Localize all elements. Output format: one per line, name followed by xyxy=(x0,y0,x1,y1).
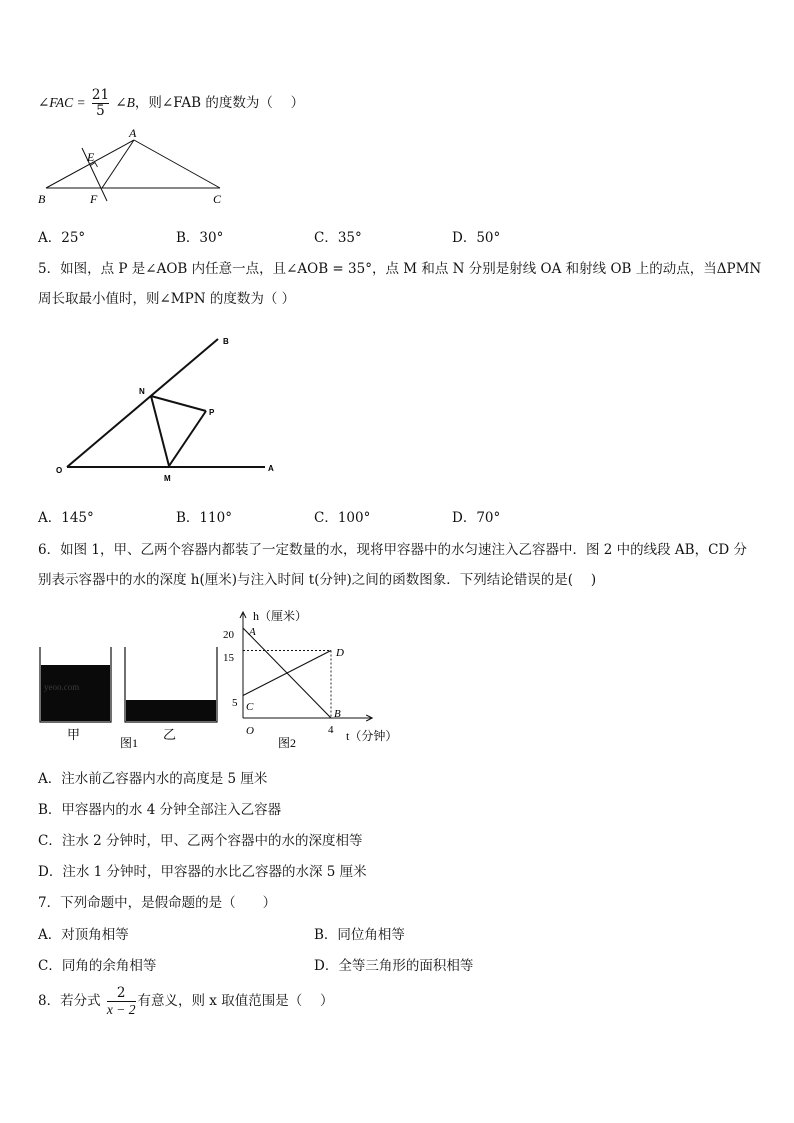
q6-option-d: D．注水 1 分钟时，甲容器的水比乙容器的水深 5 厘米 xyxy=(38,864,367,880)
q5-option-c: C．100° xyxy=(314,510,371,526)
q4-option-a: A．25° xyxy=(38,230,86,246)
q6-option-c: C．注水 2 分钟时，甲、乙两个容器中的水的深度相等 xyxy=(38,833,363,849)
q5-option-a: A．145° xyxy=(38,510,94,526)
q7-stem: 7．下列命题中，是假命题的是（ ） xyxy=(38,895,277,911)
q7-option-b: B．同位角相等 xyxy=(314,927,405,943)
q6-fig1-yi: 乙 xyxy=(163,727,177,742)
q8-frac-num: 2 xyxy=(116,985,126,1001)
segment-cd xyxy=(243,651,331,696)
q5-option-d: D．70° xyxy=(452,510,501,526)
q4-label-B: B xyxy=(38,192,46,206)
q7-option-d: D．全等三角形的面积相等 xyxy=(314,958,474,974)
q7-option-a: A．对顶角相等 xyxy=(38,927,129,943)
q6-stem-line2: 别表示容器中的水的深度 h(厘米)与注入时间 t(分钟)之间的函数图象．下列结论错误的是( ) xyxy=(38,572,597,588)
q4-frac-num: 21 xyxy=(91,87,110,103)
q6-fig2-point-A: A xyxy=(249,626,256,638)
q6-fig2-t-label: t（分钟） xyxy=(346,729,398,743)
q6-fig2-point-D: D xyxy=(336,647,344,659)
q4-option-d: D．50° xyxy=(452,230,501,246)
q4-stem-lhs: ∠FAC = xyxy=(38,95,86,110)
q6-fig2-point-B: B xyxy=(334,708,341,720)
q5-label-M: M xyxy=(164,474,171,483)
q4-stem-rest: ，则∠FAB 的度数为（ ） xyxy=(134,95,305,111)
q6-fig1-jia: 甲 xyxy=(67,727,81,742)
q6-fig2-h-label: h（厘米） xyxy=(253,609,308,623)
q5-label-N: N xyxy=(139,387,145,396)
q4-label-E: E xyxy=(87,150,95,164)
q5-label-P: P xyxy=(209,408,215,417)
q7-option-c: C．同角的余角相等 xyxy=(38,958,157,974)
q5-option-b: B．110° xyxy=(176,510,232,526)
q6-fig2-tick-5: 5 xyxy=(232,697,238,709)
q6-fig2-point-C: C xyxy=(246,701,254,713)
q6-option-b: B．甲容器内的水 4 分钟全部注入乙容器 xyxy=(38,802,282,818)
q5-label-B: B xyxy=(223,337,229,346)
q6-fig2-caption: 图2 xyxy=(278,736,297,750)
q8-frac-den: x − 2 xyxy=(106,1002,136,1017)
q6-stem-line1: 6．如图 1，甲、乙两个容器内都装了一定数量的水，现将甲容器中的水匀速注入乙容器中．图 2 中的线段 AB，CD 分 xyxy=(38,542,748,558)
q4-stem-mid: ∠B xyxy=(115,95,135,110)
q6-fig2-tick-20: 20 xyxy=(223,629,234,641)
q4-frac-den: 5 xyxy=(92,103,109,119)
q4-label-A: A xyxy=(129,126,137,140)
q4-label-C: C xyxy=(213,192,222,206)
q6-option-a: A．注水前乙容器内水的高度是 5 厘米 xyxy=(38,771,268,787)
q8-fraction xyxy=(107,986,136,1017)
q6-fig2-tick-4: 4 xyxy=(328,724,334,736)
q6-fig2-origin: O xyxy=(246,725,254,737)
q5-label-O: O xyxy=(56,466,63,475)
q5-stem-line2: 周长取最小值时，则∠MPN 的度数为（ ） xyxy=(38,291,296,307)
q8-prefix: 8．若分式 xyxy=(38,993,101,1009)
q4-option-b: B．30° xyxy=(176,230,224,246)
q6-fig1-caption: 图1 xyxy=(120,736,139,750)
q5-stem-line1: 5．如图，点 P 是∠AOB 内任意一点，且∠AOB = 35°，点 M 和点 N 分别是射线 OA 和射线 OB 上的动点，当ΔPMN xyxy=(38,261,762,277)
q4-option-c: C．35° xyxy=(314,230,362,246)
q6-fig2-tick-15: 15 xyxy=(223,652,234,664)
q5-label-A: A xyxy=(268,464,274,473)
q8-suffix: 有意义，则 x 取值范围是（ ） xyxy=(137,993,334,1009)
q6-fig1-watermark: yeoo.com xyxy=(44,682,80,692)
q4-label-F: F xyxy=(90,192,98,206)
q8-stem xyxy=(38,983,334,1019)
